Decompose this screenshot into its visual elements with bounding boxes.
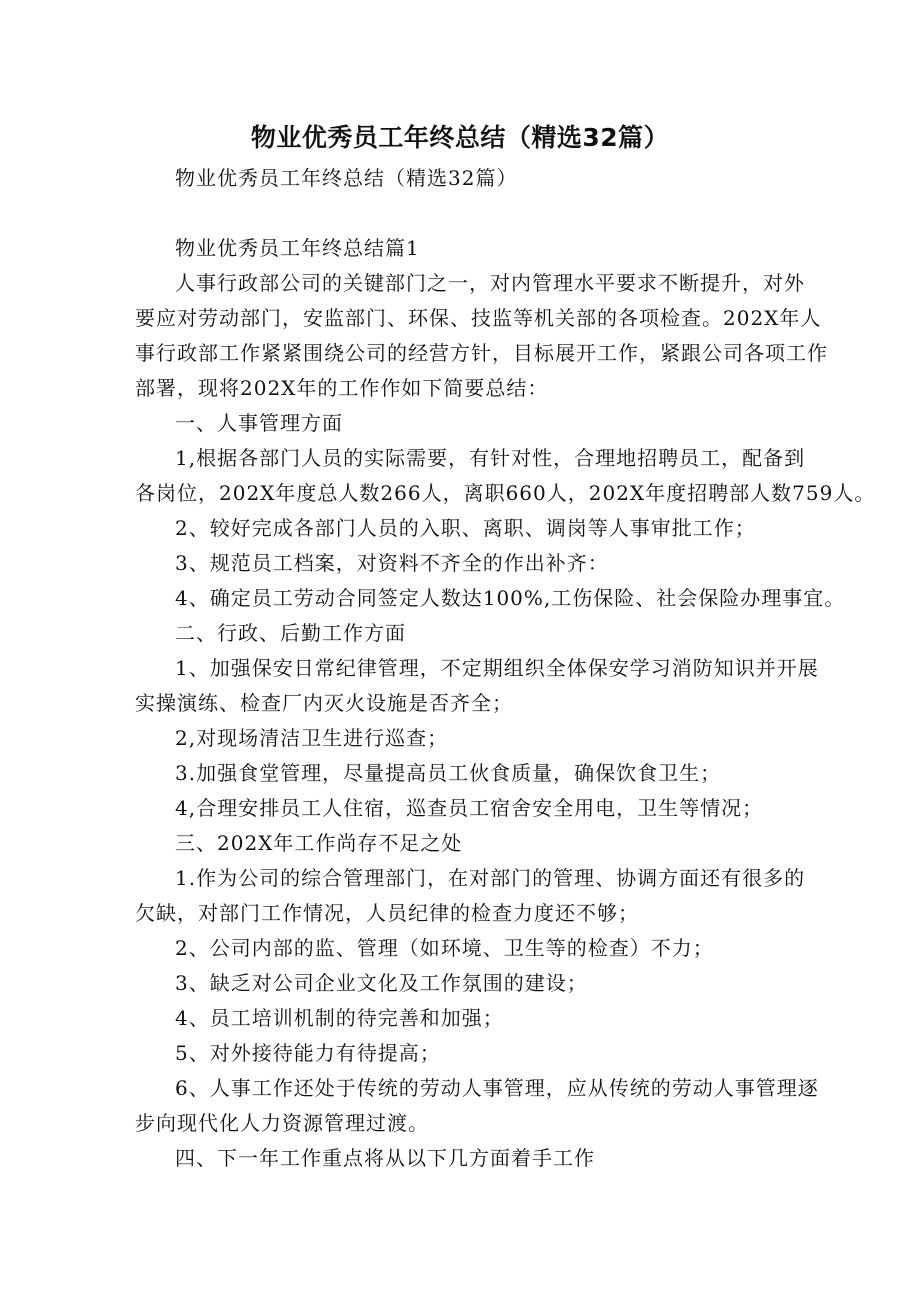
paragraph-line: 4、员工培训机制的待完善和加强； (175, 1006, 504, 1030)
paragraph-line: 3.加强食堂管理，尽量提高员工伙食质量，确保饮食卫生； (175, 761, 722, 785)
section-heading: 四、下一年工作重点将从以下几方面着手工作 (175, 1146, 595, 1170)
paragraph-line: 2、公司内部的监、管理（如环境、卫生等的检查）不力； (175, 936, 714, 960)
paragraph-line: 2、较好完成各部门人员的入职、离职、调岗等人事审批工作； (175, 516, 756, 540)
paragraph-line: 4,合理安排员工人住宿，巡查员工宿舍安全用电，卫生等情况； (175, 796, 764, 820)
paragraph-line: 1,根据各部门人员的实际需要，有针对性，合理地招聘员工，配备到 (175, 446, 806, 470)
paragraph-line: 1、加强保安日常纪律管理，不定期组织全体保安学习消防知识并开展 (175, 656, 819, 680)
document-title: 物业优秀员工年终总结（精选32篇） (250, 123, 670, 152)
paragraph-line: 3、规范员工档案，对资料不齐全的作出补齐： (175, 551, 609, 575)
section-heading: 一、人事管理方面 (175, 411, 343, 435)
paragraph-line: 欠缺，对部门工作情况，人员纪律的检查力度还不够； (135, 901, 639, 925)
paragraph-line: 事行政部工作紧紧围绕公司的经营方针，目标展开工作，紧跟公司各项工作 (135, 341, 828, 365)
paragraph-line: 要应对劳动部门，安监部门、环保、技监等机关部的各项检查。202X年人 (135, 306, 822, 330)
paragraph-line: 2,对现场清洁卫生进行巡查； (175, 726, 449, 750)
paragraph-line: 4、确定员工劳动合同签定人数达100%,工伤保险、社会保险办理事宜。 (175, 586, 846, 610)
paragraph-line: 5、对外接待能力有待提高； (175, 1041, 441, 1065)
paragraph-line: 步向现代化人力资源管理过渡。 (135, 1111, 429, 1135)
section-heading: 二、行政、后勤工作方面 (175, 621, 406, 645)
paragraph-line: 1.作为公司的综合管理部门，在对部门的管理、协调方面还有很多的 (175, 866, 806, 890)
section-heading: 三、202X年工作尚存不足之处 (175, 831, 463, 855)
paragraph-line: 人事行政部公司的关键部门之一，对内管理水平要求不断提升，对外 (175, 271, 805, 295)
paragraph-line: 部署，现将202X年的工作作如下简要总结： (135, 376, 549, 400)
subtitle-line: 物业优秀员工年终总结（精选32篇） (175, 166, 518, 190)
paragraph-line: 3、缺乏对公司企业文化及工作氛围的建设； (175, 971, 588, 995)
paragraph-line: 实操演练、检查厂内灭火设施是否齐全； (135, 691, 513, 715)
section-heading: 物业优秀员工年终总结篇1 (175, 236, 420, 260)
paragraph-line: 各岗位，202X年度总人数266人，离职660人，202X年度招聘部人数759人。 (135, 481, 876, 505)
paragraph-line: 6、人事工作还处于传统的劳动人事管理，应从传统的劳动人事管理逐 (175, 1076, 819, 1100)
